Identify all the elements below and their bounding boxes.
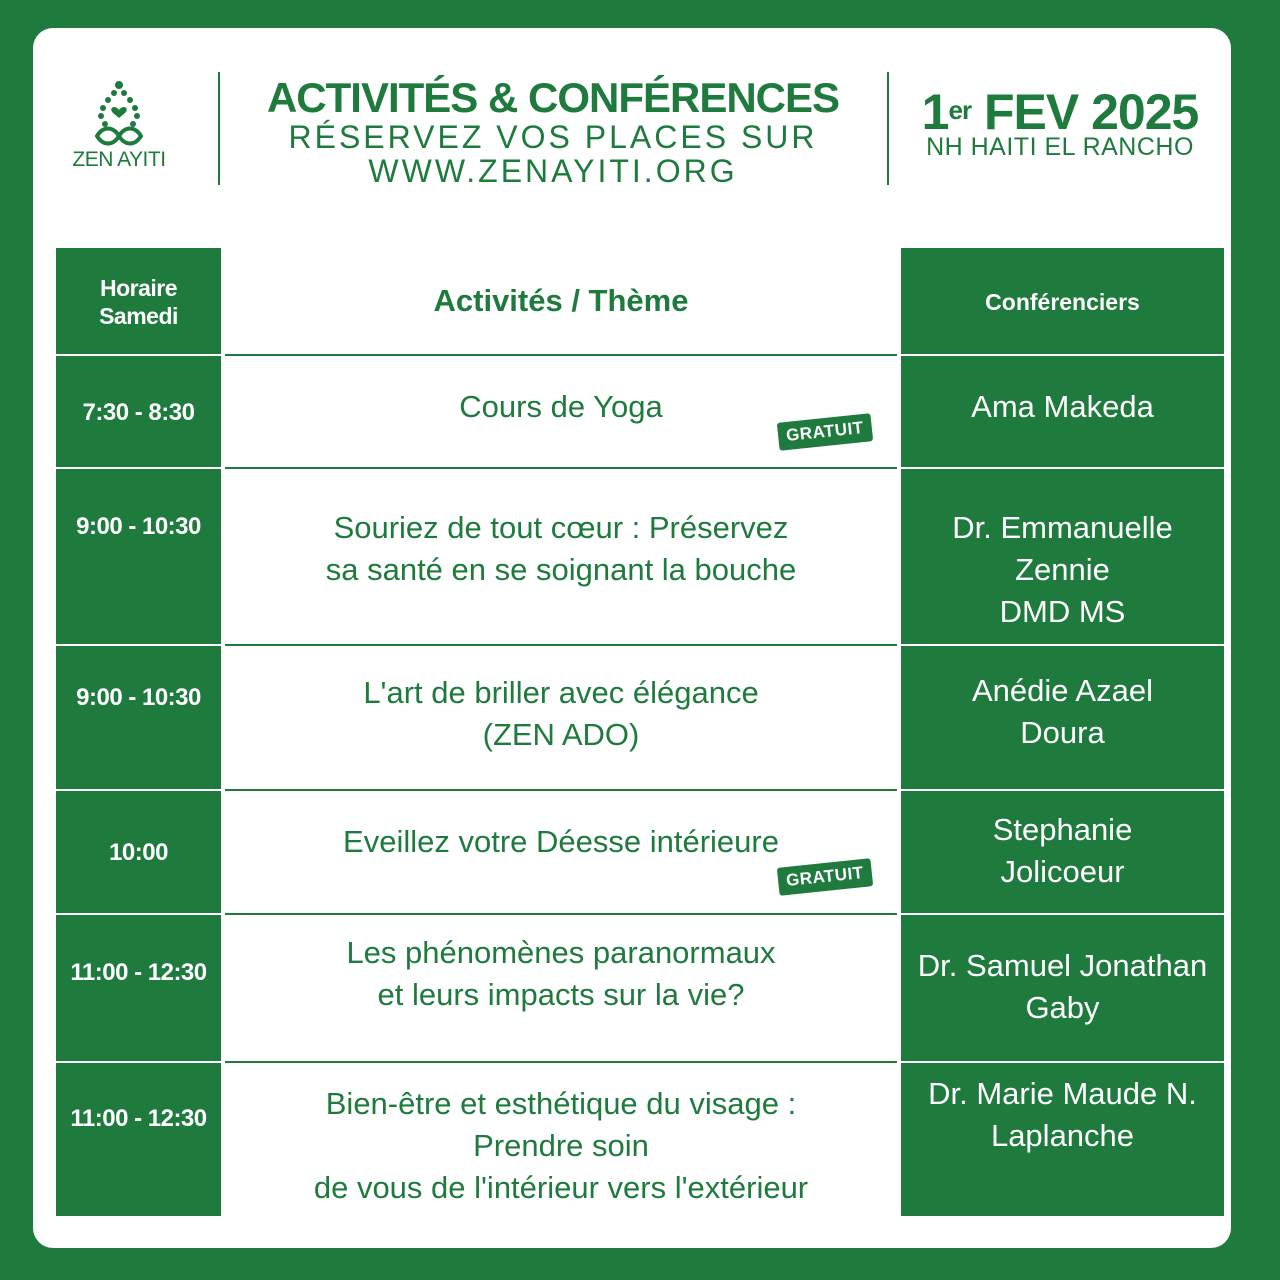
date-suffix: er <box>948 95 972 125</box>
time-text: 9:00 - 10:30 <box>76 513 201 540</box>
zen-ayiti-logo <box>61 80 177 180</box>
reservation-text: RÉSERVEZ VOS PLACES SUR <box>288 119 818 155</box>
table-row <box>56 791 1224 915</box>
free-badge: GRATUIT <box>777 413 873 451</box>
row-speaker: Anédie Azael Doura <box>901 646 1224 791</box>
table-header-row <box>56 248 1224 356</box>
table-row <box>56 646 1224 791</box>
activity-text: Les phénomènes paranormaux et leurs impacts sur la vie? <box>346 935 776 1012</box>
activity-text: Souriez de tout cœur : Préservez sa santé en se soignant la bouche <box>325 510 797 587</box>
row-time: 10:00 <box>56 791 221 915</box>
website-link[interactable]: WWW.ZENAYITI.ORG <box>368 153 738 189</box>
header-speaker: Conférenciers <box>901 248 1224 356</box>
date-month-year: FEV 2025 <box>971 84 1199 140</box>
row-activity <box>221 356 901 469</box>
row-time <box>56 1063 221 1216</box>
date-day: 1 <box>921 84 949 140</box>
row-activity <box>221 469 901 646</box>
header-time: Horaire Samedi <box>56 248 221 356</box>
page-title: ACTIVITÉS & CONFÉRENCES <box>266 74 840 121</box>
logo-text: ZEN AYITI <box>72 148 166 171</box>
poster-card <box>33 28 1231 1248</box>
row-activity <box>221 646 901 791</box>
row-activity <box>221 791 901 915</box>
header-title-block <box>223 76 883 188</box>
event-date-block <box>895 86 1225 160</box>
header-divider-right <box>887 72 889 185</box>
activity-text: L'art de briller avec élégance (ZEN ADO) <box>363 675 759 752</box>
table-row <box>56 915 1224 1063</box>
free-badge: GRATUIT <box>777 858 873 896</box>
activity-text: Cours de Yoga <box>459 388 663 424</box>
table-row <box>56 1063 1224 1216</box>
table-row <box>56 356 1224 469</box>
time-text: 9:00 - 10:30 <box>76 684 201 711</box>
row-time: 7:30 - 8:30 <box>56 356 221 469</box>
row-speaker: Dr. Marie Maude N. Laplanche <box>901 1063 1224 1216</box>
time-text: 11:00 - 12:30 <box>70 1105 207 1132</box>
row-time <box>56 646 221 791</box>
table-row <box>56 469 1224 646</box>
header-activity: Activités / Thème <box>221 248 901 356</box>
row-speaker: Dr. Samuel Jonathan Gaby <box>901 915 1224 1063</box>
schedule-table <box>56 248 1224 1216</box>
event-date <box>895 86 1225 138</box>
meditation-figure-icon <box>89 80 149 146</box>
header-divider-left <box>218 72 220 185</box>
row-speaker: Dr. Emmanuelle Zennie DMD MS <box>901 469 1224 646</box>
row-activity <box>221 915 901 1063</box>
row-time <box>56 469 221 646</box>
time-text: 11:00 - 12:30 <box>70 959 207 986</box>
row-activity <box>221 1063 901 1216</box>
row-speaker: Stephanie Jolicoeur <box>901 791 1224 915</box>
event-venue: NH HAITI EL RANCHO <box>926 133 1194 161</box>
activity-text: Bien-être et esthétique du visage : Prendre soin de vous de l'intérieur vers l'extérieur <box>313 1086 809 1205</box>
row-speaker: Ama Makeda <box>901 356 1224 469</box>
activity-text: Eveillez votre Déesse intérieure <box>343 824 779 859</box>
row-time <box>56 915 221 1063</box>
